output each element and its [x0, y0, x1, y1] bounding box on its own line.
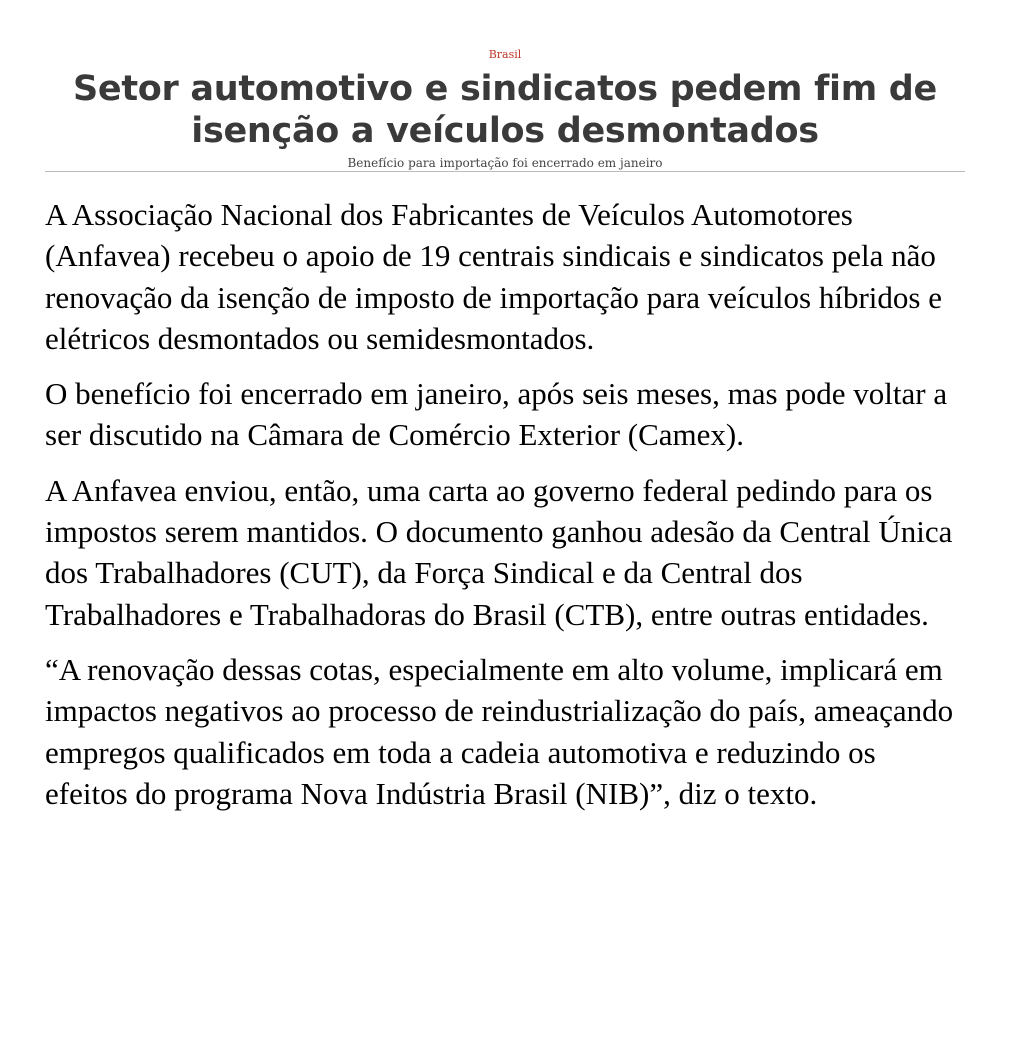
paragraph-3: A Anfavea enviou, então, uma carta ao governo federal pedindo para os impostos serem mantidos. O documento ganhou adesão da Central Única dos Trabalhadores (CUT), da Força Sindical e da Central dos Trabalhadores e Trabalhadoras do Brasil (CTB), entre outras entidades. — [45, 472, 953, 632]
article-header — [45, 0, 965, 171]
article — [45, 0, 965, 828]
paragraph-4: “A renovação dessas cotas, especialmente em alto volume, implicará em impactos negativos ao processo de reindustrialização do país, ameaçando empregos qualificados em toda a cadeia automotiva e reduzindo os efeitos do programa Nova Indústria Brasil (NIB)”, diz o texto. — [45, 651, 954, 811]
section-label[interactable]: Brasil — [488, 48, 522, 61]
subtitle: Benefício para importação foi encerrado em janeiro — [347, 156, 663, 170]
headline: Setor automotivo e sindicatos pedem fim de isenção a veículos desmontados — [73, 69, 937, 151]
paragraph-2: O benefício foi encerrado em janeiro, após seis meses, mas pode voltar a ser discutido na Câmara de Comércio Exterior (Camex). — [45, 376, 948, 453]
header-divider — [45, 171, 965, 172]
paragraph-1: A Associação Nacional dos Fabricantes de Veículos Automotores (Anfavea) recebeu o apoio de 19 centrais sindicais e sindicatos pela não renovação da isenção de imposto de importação para veículos híbridos e elétricos desmontados ou semidesmontados. — [45, 197, 942, 356]
article-body — [45, 194, 965, 814]
